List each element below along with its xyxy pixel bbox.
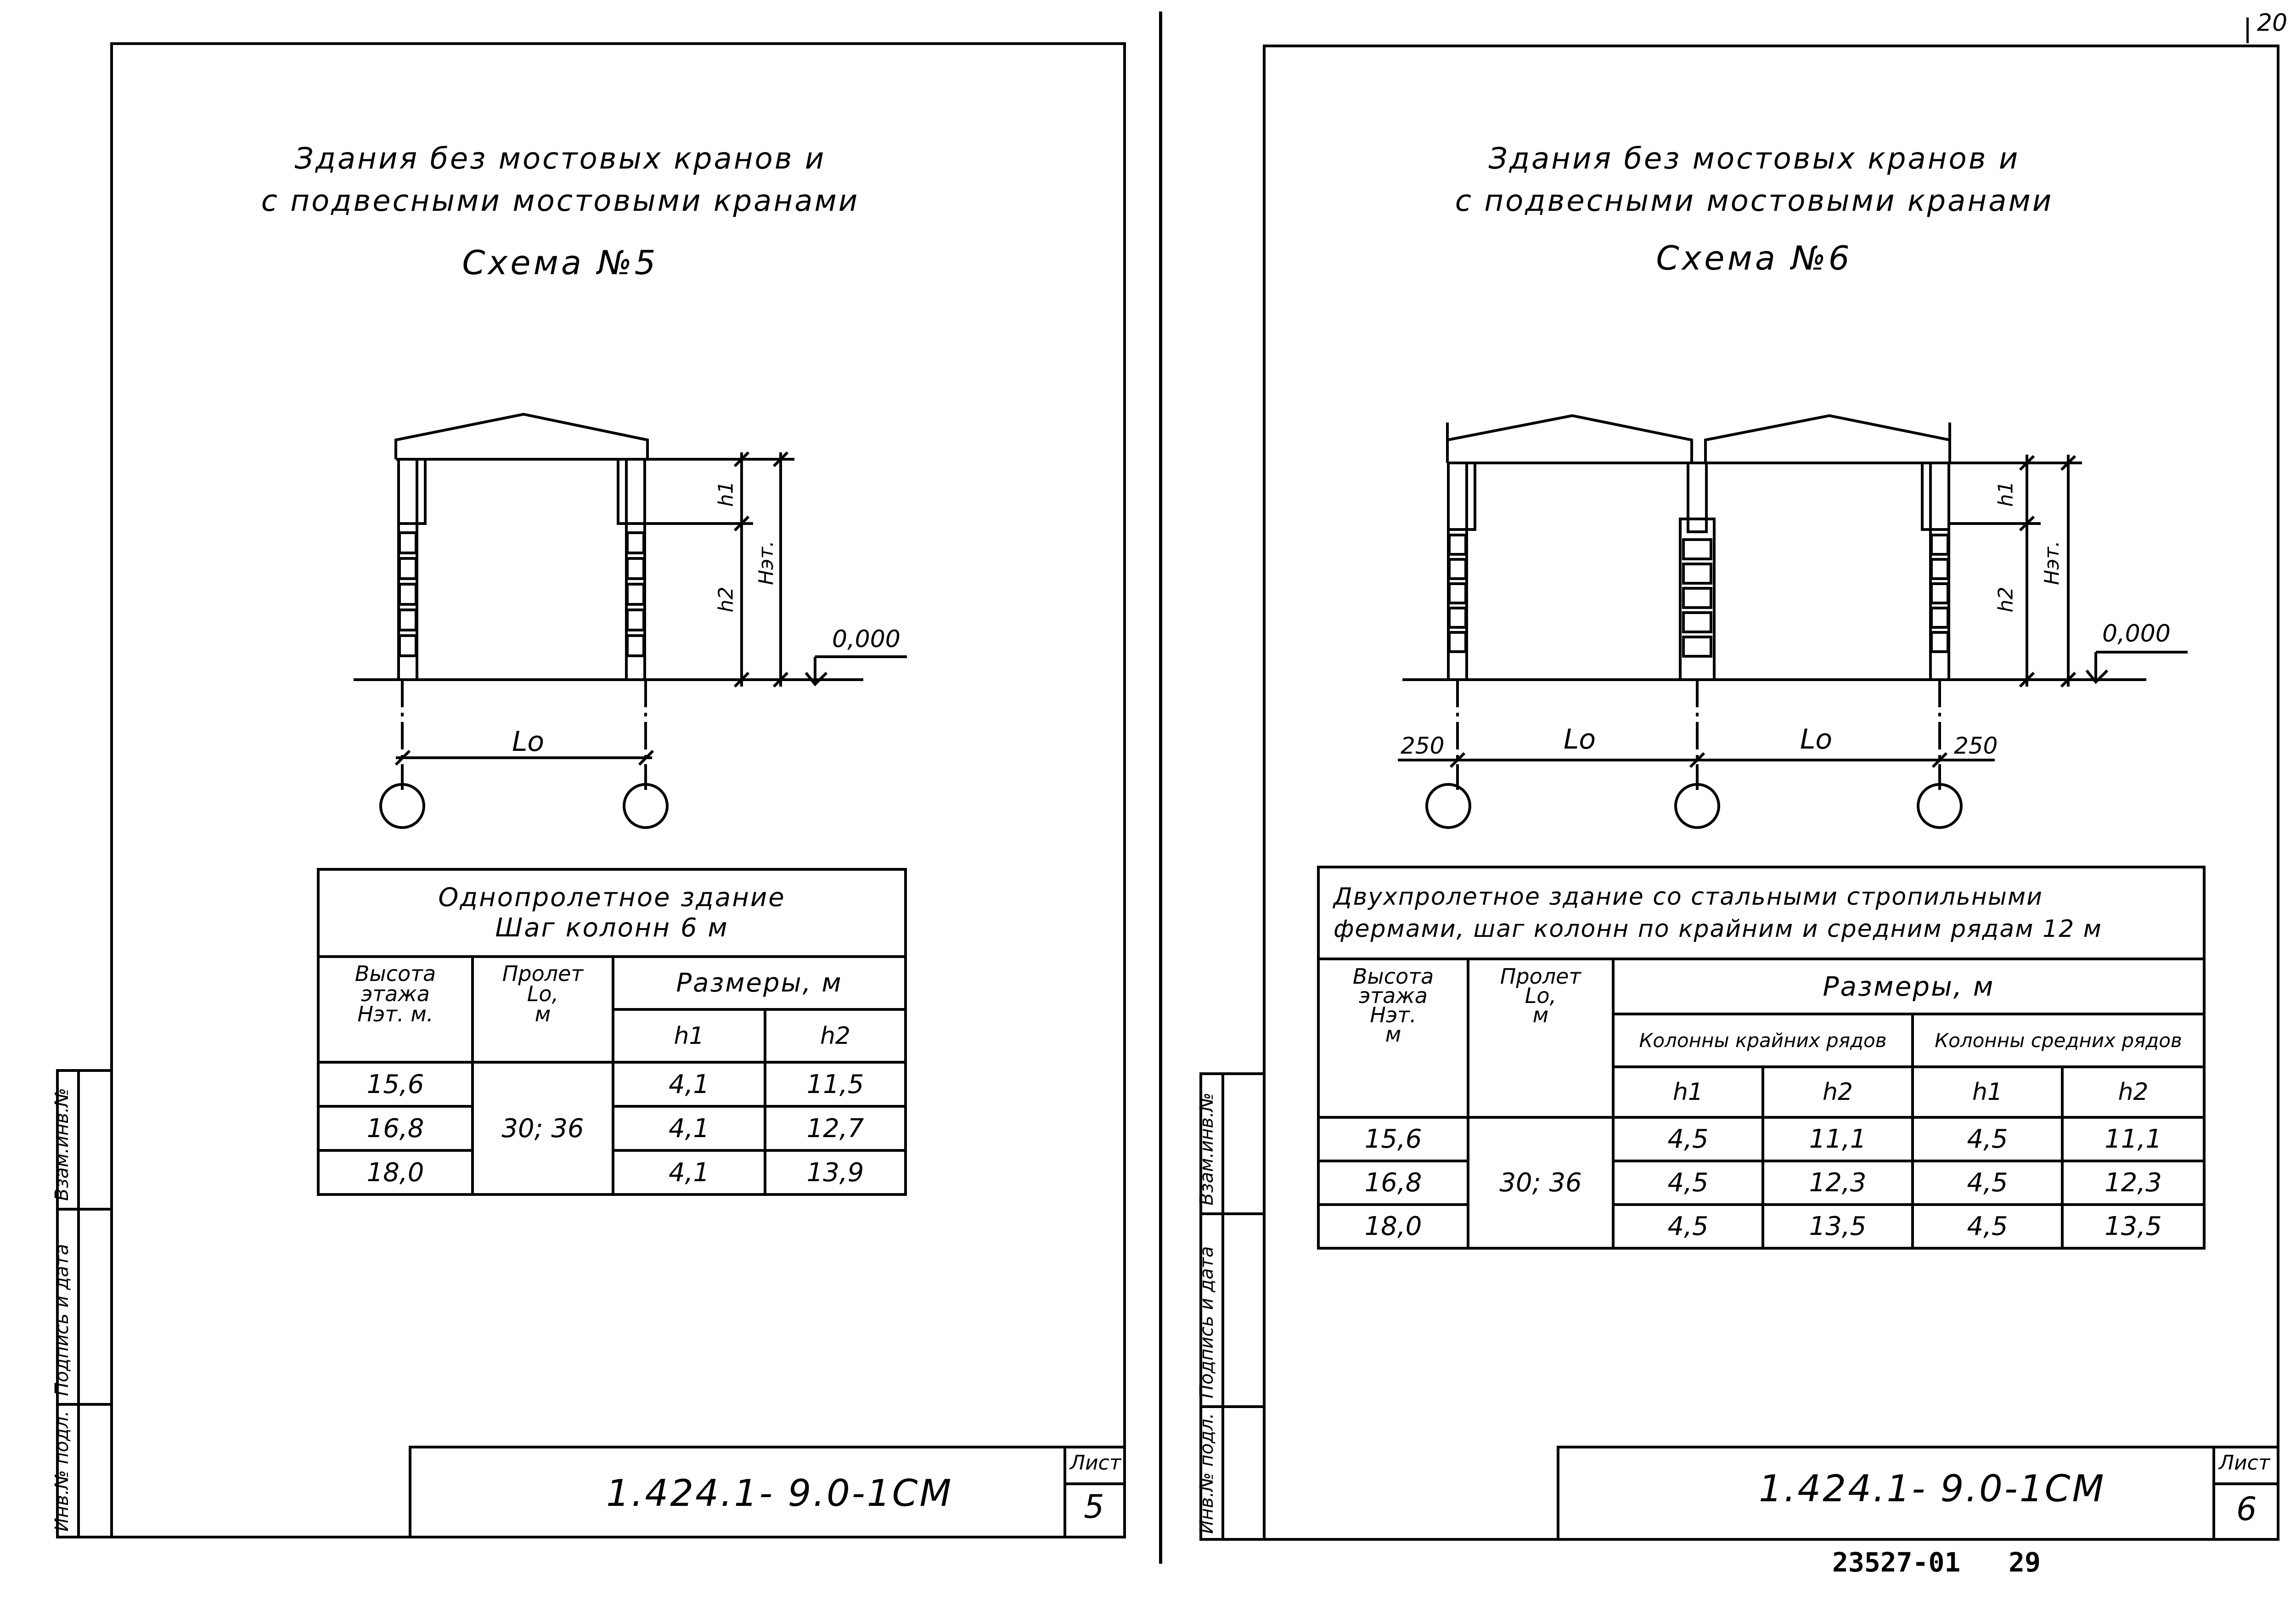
right-col-edge-h2: h2 bbox=[1763, 1067, 1913, 1117]
right-level-mark: 0,000 bbox=[2102, 620, 2171, 648]
right-row-middle-h1: 4,5 bbox=[1913, 1117, 2062, 1161]
right-offset-left: 250 bbox=[1401, 732, 1445, 759]
right-stamp-sheet-number: 6 bbox=[2236, 1490, 2257, 1528]
left-row-height: 16,8 bbox=[318, 1106, 473, 1150]
left-spec-table bbox=[317, 868, 907, 1196]
left-col-h1-header: h1 bbox=[613, 1009, 765, 1062]
right-title-line2: с подвесными мостовыми кранами bbox=[1455, 184, 2054, 218]
right-row-middle-h2: 13,5 bbox=[2062, 1205, 2204, 1248]
right-col-middle-h1: h1 bbox=[1913, 1067, 2062, 1117]
right-row-edge-h1: 4,5 bbox=[1613, 1161, 1763, 1205]
right-dim-h2: h2 bbox=[1994, 586, 2018, 613]
right-stamp-sheet-label: Лист bbox=[2219, 1451, 2270, 1475]
right-dim-hfloor: Hэт. bbox=[2040, 541, 2064, 585]
left-dim-hfloor: Hэт. bbox=[754, 541, 778, 585]
left-row-h2: 11,5 bbox=[765, 1062, 906, 1106]
right-row-edge-h2: 12,3 bbox=[1763, 1161, 1913, 1205]
right-col-sizes-header: Размеры, м bbox=[1613, 959, 2204, 1014]
left-dim-h1: h1 bbox=[714, 481, 738, 507]
right-span-label-left: Lо bbox=[1564, 723, 1596, 755]
right-span-value: 30; 36 bbox=[1468, 1117, 1613, 1248]
right-row-height: 15,6 bbox=[1318, 1117, 1468, 1161]
side-label-inv: Инв.№ подл. bbox=[1196, 1413, 1217, 1534]
right-col-middle-h2: h2 bbox=[2062, 1067, 2204, 1117]
left-level-mark: 0,000 bbox=[832, 625, 900, 653]
footer-number: 23527-01 29 bbox=[1832, 1547, 2041, 1578]
left-row-h2: 12,7 bbox=[765, 1106, 906, 1150]
right-title-line1: Здания без мостовых кранов и bbox=[1488, 142, 2020, 176]
side-label-sign: Подпись и дата bbox=[1196, 1246, 1217, 1398]
right-span-label-right: Lо bbox=[1800, 723, 1833, 755]
left-span-value: 30; 36 bbox=[473, 1062, 613, 1194]
left-title-line2: с подвесными мостовыми кранами bbox=[261, 184, 860, 218]
left-scheme-title: Схема №5 bbox=[462, 243, 658, 282]
right-frame-drawing bbox=[1159, 0, 2261, 850]
right-row-height: 18,0 bbox=[1318, 1205, 1468, 1248]
left-row-height: 18,0 bbox=[318, 1150, 473, 1194]
side-label-replace: Взам.инв.№ bbox=[1196, 1092, 1217, 1206]
left-stamp-sheet-label: Лист bbox=[1070, 1451, 1121, 1475]
right-table-caption: Двухпролетное здание со стальными стропильными фермами, шаг колонн по крайним и средним рядам 12 м bbox=[1318, 867, 2204, 959]
right-row-edge-h2: 13,5 bbox=[1763, 1205, 1913, 1248]
left-row-height: 15,6 bbox=[318, 1062, 473, 1106]
right-col-edge-h1: h1 bbox=[1613, 1067, 1763, 1117]
left-table-caption: Однопролетное здание Шаг колонн 6 м bbox=[318, 869, 906, 957]
right-col-height-header: Высота этажа Нэт. м bbox=[1318, 959, 1468, 1117]
left-frame-drawing bbox=[0, 0, 1159, 850]
left-col-h2-header: h2 bbox=[765, 1009, 906, 1062]
left-dim-h2: h2 bbox=[714, 586, 738, 613]
right-dim-h1: h1 bbox=[1994, 481, 2018, 507]
right-row-middle-h2: 11,1 bbox=[2062, 1117, 2204, 1161]
right-spec-table bbox=[1317, 866, 2206, 1250]
left-span-label: Lо bbox=[512, 726, 545, 758]
left-stamp-sheet-number: 5 bbox=[1084, 1488, 1104, 1526]
right-stamp-code: 1.424.1- 9.0-1СМ bbox=[1759, 1467, 2106, 1510]
left-col-sizes-header: Размеры, м bbox=[613, 957, 906, 1009]
right-row-middle-h2: 12,3 bbox=[2062, 1161, 2204, 1205]
left-row-h1: 4,1 bbox=[613, 1150, 765, 1194]
right-offset-right: 250 bbox=[1954, 732, 1998, 759]
right-col-middle-header: Колонны средних рядов bbox=[1913, 1014, 2204, 1067]
right-scheme-title: Схема №6 bbox=[1656, 239, 1852, 277]
right-row-height: 16,8 bbox=[1318, 1161, 1468, 1205]
right-col-edge-header: Колонны крайних рядов bbox=[1613, 1014, 1913, 1067]
right-row-edge-h2: 11,1 bbox=[1763, 1117, 1913, 1161]
left-stamp-code: 1.424.1- 9.0-1СМ bbox=[606, 1472, 953, 1515]
left-row-h2: 13,9 bbox=[765, 1150, 906, 1194]
left-col-height-header: Высота этажа Нэт. м. bbox=[318, 957, 473, 1062]
left-col-span-header: Пролет Lо, м bbox=[473, 957, 613, 1062]
side-label-inv: Инв.№ подл. bbox=[51, 1410, 73, 1532]
right-row-middle-h1: 4,5 bbox=[1913, 1161, 2062, 1205]
left-row-h1: 4,1 bbox=[613, 1106, 765, 1150]
right-row-edge-h1: 4,5 bbox=[1613, 1205, 1763, 1248]
right-col-span-header: Пролет Lо, м bbox=[1468, 959, 1613, 1117]
right-row-middle-h1: 4,5 bbox=[1913, 1205, 2062, 1248]
right-row-edge-h1: 4,5 bbox=[1613, 1117, 1763, 1161]
side-label-replace: Взам.инв.№ bbox=[51, 1087, 73, 1201]
left-title-line1: Здания без мостовых кранов и bbox=[294, 142, 826, 176]
corner-note: 20 bbox=[2257, 9, 2288, 37]
left-row-h1: 4,1 bbox=[613, 1062, 765, 1106]
side-label-sign: Подпись и дата bbox=[51, 1244, 73, 1396]
